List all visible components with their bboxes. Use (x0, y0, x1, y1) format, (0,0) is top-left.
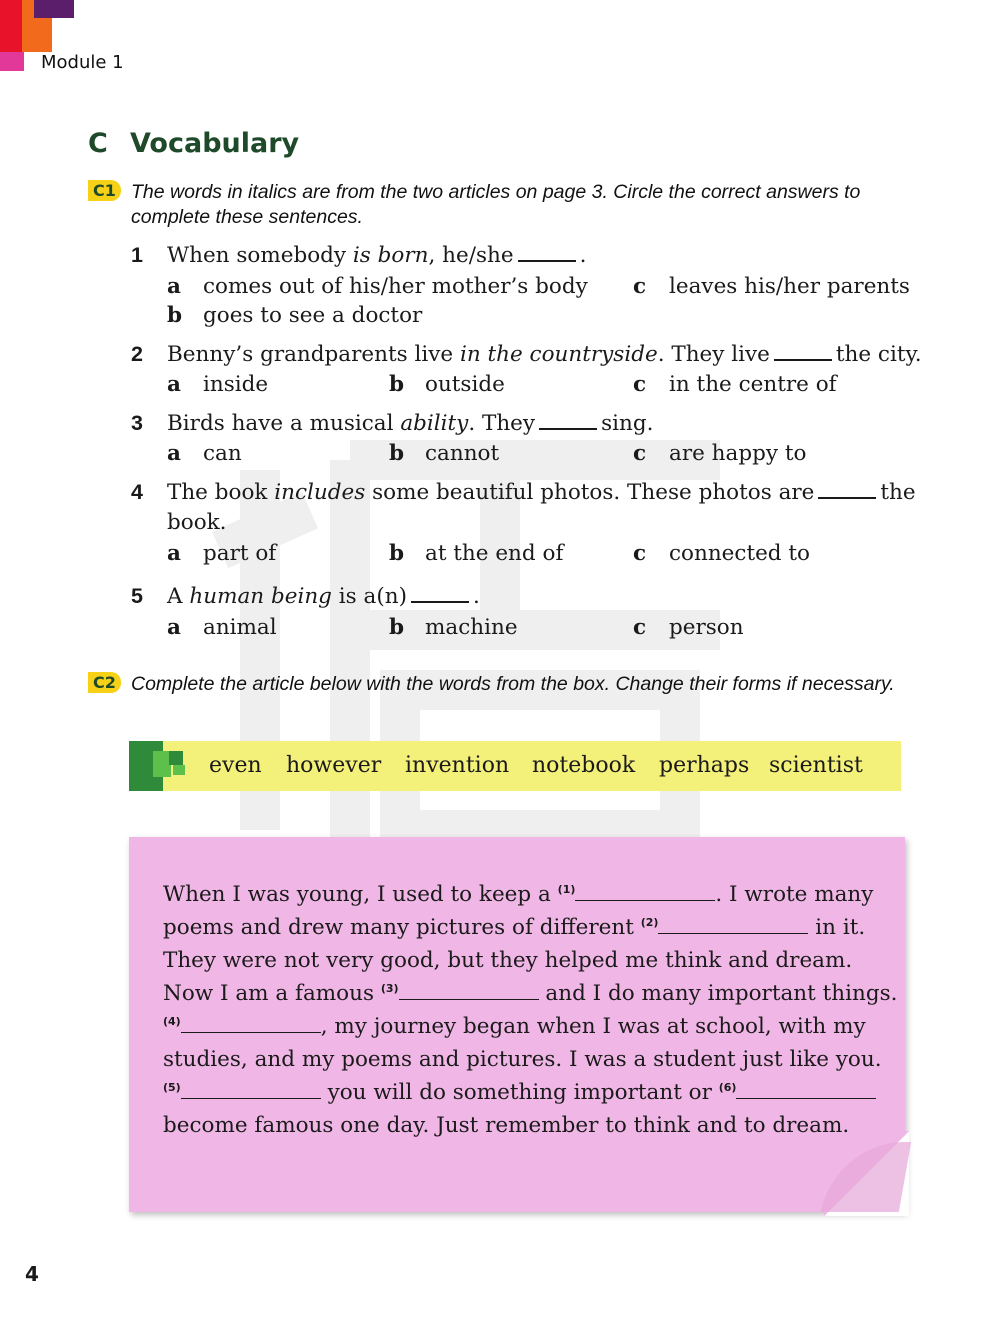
word-scientist: scientist (769, 753, 863, 778)
gap-6[interactable] (736, 1084, 876, 1099)
question-text: some beautiful photos. These photos are (365, 480, 815, 505)
question-2 (131, 341, 922, 368)
question-text: sing. (601, 411, 654, 436)
gap-2[interactable] (658, 919, 808, 934)
option-text: are happy to (669, 441, 807, 466)
c2-instruction: Complete the article below with the words from the box. Change their forms if necessary. (131, 673, 895, 695)
article-text: When I was young, I used to keep a (163, 882, 551, 907)
question-3 (131, 410, 653, 437)
question-text: Benny’s grandparents live (167, 342, 460, 367)
option-text: part of (203, 541, 277, 566)
gap-number: (1) (557, 882, 576, 896)
option-letter: b (389, 615, 405, 640)
question-1 (131, 242, 586, 269)
article-text: you will do something important or (327, 1080, 712, 1105)
option-text: machine (425, 615, 518, 640)
question-5 (131, 583, 480, 610)
question-text: The book (167, 480, 275, 505)
option-letter: c (633, 372, 647, 397)
question-number: 2 (131, 342, 143, 366)
c1-instruction: The words in italics are from the two articles on page 3. Circle the correct answers to complete these sentences. (131, 181, 861, 228)
option-letter: b (389, 441, 405, 466)
question-text: . (472, 584, 480, 609)
gap-number: (3) (380, 981, 399, 995)
gap-5[interactable] (181, 1084, 321, 1099)
question-text: Birds have a musical (167, 411, 401, 436)
corner-block-red (0, 0, 24, 52)
option-letter: b (167, 303, 183, 328)
option-5c[interactable] (633, 615, 744, 641)
option-5b[interactable] (389, 615, 518, 641)
article-text: and I do many important things. (545, 981, 898, 1006)
section-letter: C (88, 128, 108, 159)
question-number: 3 (131, 411, 143, 435)
gap-3[interactable] (399, 985, 539, 1000)
gap-number: (2) (640, 915, 659, 929)
option-letter: c (633, 274, 647, 299)
question-text: , he/she (428, 243, 514, 268)
option-2b[interactable] (389, 372, 505, 398)
option-letter: c (633, 441, 647, 466)
box-decoration (173, 765, 185, 775)
gap-number: (6) (718, 1080, 737, 1094)
article-line-4 (163, 981, 897, 1006)
question-4 (131, 479, 916, 506)
option-3c[interactable] (633, 441, 806, 467)
option-text: can (203, 441, 242, 466)
article-line-7 (163, 1080, 876, 1105)
article-text: poems and drew many pictures of different (163, 915, 634, 940)
question-text: . (579, 243, 587, 268)
article-line-3: They were not very good, but they helped me think and dream. (163, 948, 853, 973)
section-title (88, 128, 299, 159)
question-italic: human being (189, 584, 332, 609)
option-text: outside (425, 372, 505, 397)
answer-blank[interactable] (774, 343, 832, 361)
option-1b[interactable] (167, 303, 422, 329)
corner-block-pink (0, 52, 24, 71)
option-letter: b (389, 372, 405, 397)
option-text: comes out of his/her mother’s body (203, 274, 588, 299)
option-letter: a (167, 441, 181, 466)
question-text: When somebody (167, 243, 353, 268)
option-text: at the end of (425, 541, 564, 566)
answer-blank[interactable] (518, 244, 576, 262)
article-line-6: studies, and my poems and pictures. I was a student just like you. (163, 1047, 882, 1072)
answer-blank[interactable] (539, 412, 597, 430)
option-letter: c (633, 541, 647, 566)
question-text: . They (468, 411, 536, 436)
option-letter: b (389, 541, 405, 566)
word-invention: invention (405, 753, 510, 778)
question-italic: includes (274, 480, 366, 505)
gap-4[interactable] (181, 1018, 321, 1033)
option-3a[interactable] (167, 441, 242, 467)
gap-number: (5) (163, 1080, 181, 1094)
c2-badge: C2 (88, 672, 121, 693)
module-label: Module 1 (41, 52, 124, 73)
c1-badge: C1 (88, 180, 121, 201)
option-letter: a (167, 615, 181, 640)
option-5a[interactable] (167, 615, 277, 641)
question-number: 5 (131, 584, 143, 608)
article-text: Now I am a famous (163, 981, 375, 1006)
option-3b[interactable] (389, 441, 499, 467)
option-2a[interactable] (167, 372, 268, 398)
option-letter: c (633, 615, 647, 640)
article-text: , my journey began when I was at school, with my (320, 1014, 866, 1039)
section-heading: Vocabulary (130, 128, 300, 159)
word-box (129, 741, 901, 791)
question-text: . They live (657, 342, 770, 367)
option-text: leaves his/her parents (669, 274, 910, 299)
option-text: in the centre of (669, 372, 837, 397)
option-text: inside (203, 372, 269, 397)
question-italic: in the countryside (459, 342, 658, 367)
option-letter: a (167, 372, 181, 397)
question-text: the (880, 480, 916, 505)
answer-blank[interactable] (818, 481, 876, 499)
option-text: person (669, 615, 744, 640)
article-text: . I wrote many (715, 882, 874, 907)
article-text: in it. (815, 915, 866, 940)
option-text: connected to (669, 541, 810, 566)
option-1a[interactable] (167, 274, 588, 300)
option-letter: a (167, 541, 181, 566)
option-4a[interactable] (167, 541, 276, 567)
gap-number: (4) (163, 1014, 181, 1028)
article-line-1 (163, 882, 873, 907)
gap-1[interactable] (575, 886, 715, 901)
article-line-2 (163, 915, 865, 940)
option-letter: a (167, 274, 181, 299)
option-4c[interactable] (633, 541, 810, 567)
corner-block-purple (34, 0, 74, 18)
option-text: goes to see a doctor (203, 303, 423, 328)
answer-blank[interactable] (411, 585, 469, 603)
article-line-5 (163, 1014, 866, 1039)
word-however: however (286, 753, 382, 778)
option-1c[interactable] (633, 274, 910, 300)
question-text: the city. (835, 342, 922, 367)
question-text: A (167, 584, 190, 609)
article-line-8: become famous one day. Just remember to think and to dream. (163, 1113, 850, 1138)
word-notebook: notebook (532, 753, 636, 778)
question-italic: is born (352, 243, 429, 268)
word-perhaps: perhaps (659, 753, 750, 778)
option-4b[interactable] (389, 541, 563, 567)
question-number: 4 (131, 480, 143, 504)
question-4-continued: book. (167, 510, 227, 535)
option-text: cannot (425, 441, 500, 466)
box-decoration (169, 751, 183, 765)
question-text: is a(n) (331, 584, 407, 609)
word-even: even (209, 753, 262, 778)
page-number: 4 (25, 1262, 39, 1286)
option-text: animal (203, 615, 277, 640)
option-2c[interactable] (633, 372, 837, 398)
question-number: 1 (131, 243, 143, 267)
question-italic: ability (400, 411, 469, 436)
